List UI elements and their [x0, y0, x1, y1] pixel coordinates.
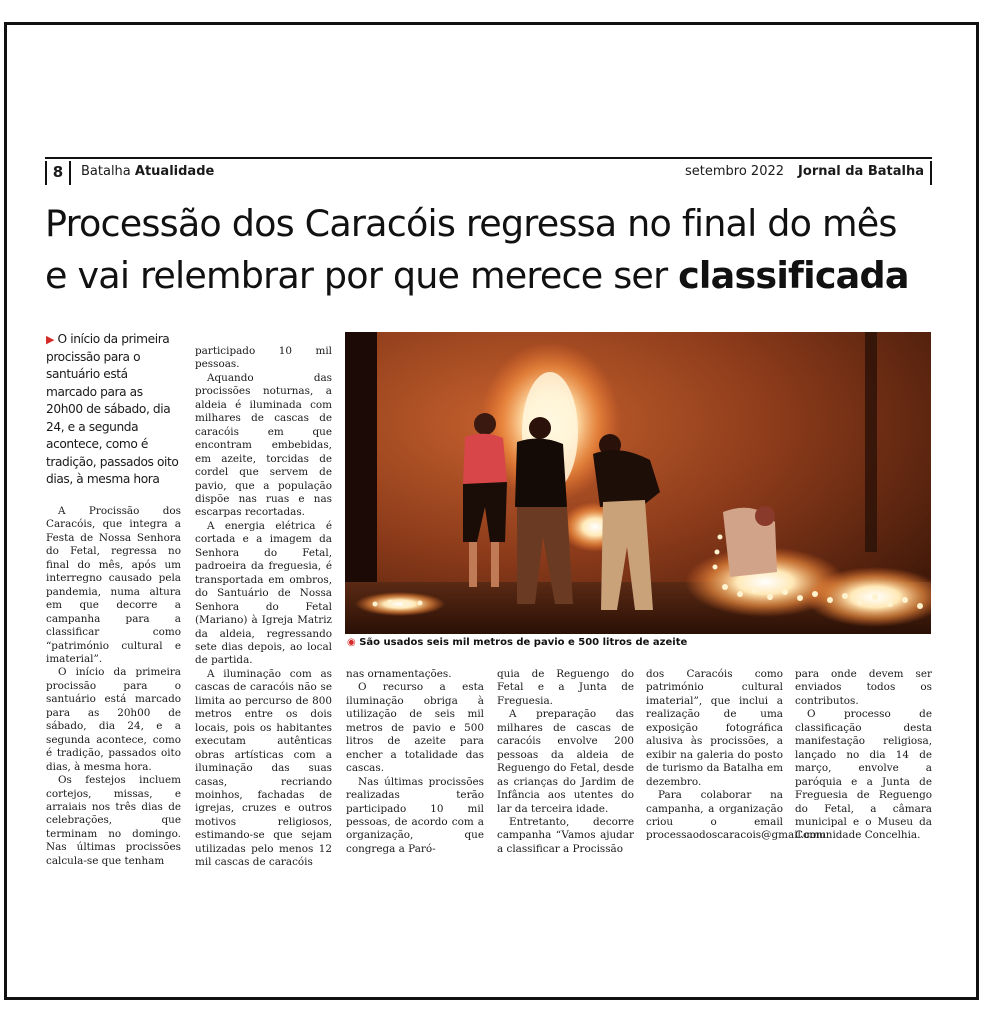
body-column-3	[346, 668, 484, 856]
section-subname: Atualidade	[134, 164, 215, 179]
procession-photo	[345, 332, 931, 634]
paragraph: O início da primeira procissão para o santuário está marcado para as 20h00 de sábado, dia 24, e a segunda acontece, como é tradição, passados oito dias, à mesma hora.	[46, 666, 181, 773]
section-label	[81, 164, 214, 179]
paragraph: Aquando das procissões noturnas, a aldeia é iluminada com milhares de cascas de caracóis em que encontram embebidas, em azeite, torcidas de cordel que servem de pavio, que a população dispõe nas ruas e nas escarpas recortadas.	[195, 371, 332, 519]
headline-line-1: Processão dos Caracóis regressa no final do mês	[45, 202, 897, 245]
paragraph: nas ornamentações.	[346, 668, 452, 680]
headline	[45, 198, 945, 302]
paragraph: para onde devem ser enviados todos os contributos.	[795, 668, 932, 707]
paragraph: dos Caracóis como património cultural imaterial”, que inclui a realização de uma exposição fotográfica alusiva às procissões, a exibir na galeria do posto de turismo da Batalha em dezembro.	[646, 668, 783, 788]
paragraph: Entretanto, decorre campanha “Vamos ajudar a classificar a Procissão	[497, 815, 634, 855]
newspaper-name: Jornal da Batalha	[798, 164, 924, 179]
paragraph: A preparação das milhares de cascas de caracóis envolve 200 pessoas da aldeia de Reguengo do Fetal, desde as crianças do Jardim de Infância aos utentes do lar da terceira idade.	[497, 708, 634, 815]
headline-line-2: e vai relembrar por que merece ser	[45, 254, 679, 297]
caption-bullet-icon: ◉	[347, 637, 356, 648]
paragraph: O processo de classificação desta manifestação religiosa, lançado no dia 14 de março, envolve a paróquia e a Junta de Freguesia de Reguengo do Fetal, a câmara municipal e o Museu da Comunidade Concelhia.	[795, 708, 932, 842]
body-column-1	[46, 505, 181, 868]
paragraph: A Procissão dos Caracóis, que integra a Festa de Nossa Senhora do Fetal, regressa no final do mês, após um interregno causado pela pandemia, numa altura em que decorre a campanha para a classificar como “património cultural e imaterial”.	[46, 505, 181, 665]
body-column-6	[795, 668, 932, 843]
paragraph: Nas últimas procissões realizadas terão participado 10 mil pessoas, de acordo com a organização, que congrega a Paró-	[346, 775, 484, 855]
night-procession-illustration	[345, 332, 931, 634]
body-column-4	[497, 668, 634, 856]
header-divider	[930, 161, 932, 185]
photo-caption	[347, 637, 931, 648]
caption-text: São usados seis mil metros de pavio e 500 litros de azeite	[359, 637, 688, 648]
lead-paragraph	[46, 331, 179, 489]
arrow-icon: ▶	[46, 333, 55, 346]
paragraph: A energia elétrica é cortada e a imagem da Senhora do Fetal, padroeira da freguesia, é transportada em ombros, do Santuário de Nossa Senhora do Fetal (Mariano) à Igreja Matriz da aldeia, regressando sete dias depois, ao local de partida.	[195, 519, 332, 667]
paragraph: Os festejos incluem cortejos, missas, e arraiais nos três dias de celebrações, que terminam no domingo. Nas últimas procissões calcula-se que tenham	[46, 774, 181, 867]
issue-date: setembro 2022	[685, 164, 785, 179]
body-column-2	[195, 345, 332, 870]
paragraph: O recurso a esta iluminação obriga à utilização de seis mil metros de pavio e 500 litros de azeite para encher a totalidade das cascas.	[346, 681, 484, 775]
page-number: 8	[45, 161, 71, 185]
paragraph: quia de Reguengo do Fetal e a Junta de Freguesia.	[497, 668, 634, 707]
page-header	[45, 159, 932, 185]
lead-text: O início da primeira procissão para o santuário está marcado para as 20h00 de sábado, dia 24, e a segunda acontece, como é tradição, passados oito dias, à mesma hora	[46, 332, 179, 486]
paragraph: A iluminação com as cascas de caracóis não se limita ao percurso de 800 metros entre os dois locais, pois os habitantes executam autênticas obras artísticas com a iluminação das suas casas, recriando moinhos, fachadas de igrejas, cruzes e outros motivos religiosos, estimando-se que sejam utilizadas pelo menos 12 mil cascas de caracóis	[195, 667, 332, 869]
body-column-5	[646, 668, 827, 843]
paragraph: participado 10 mil pessoas.	[195, 345, 332, 371]
paragraph: Para colaborar na campanha, a organização criou o email processaodoscaracois@gmail.com	[646, 789, 827, 842]
headline-emphasis: classificada	[678, 254, 909, 297]
section-name: Batalha	[81, 164, 131, 179]
